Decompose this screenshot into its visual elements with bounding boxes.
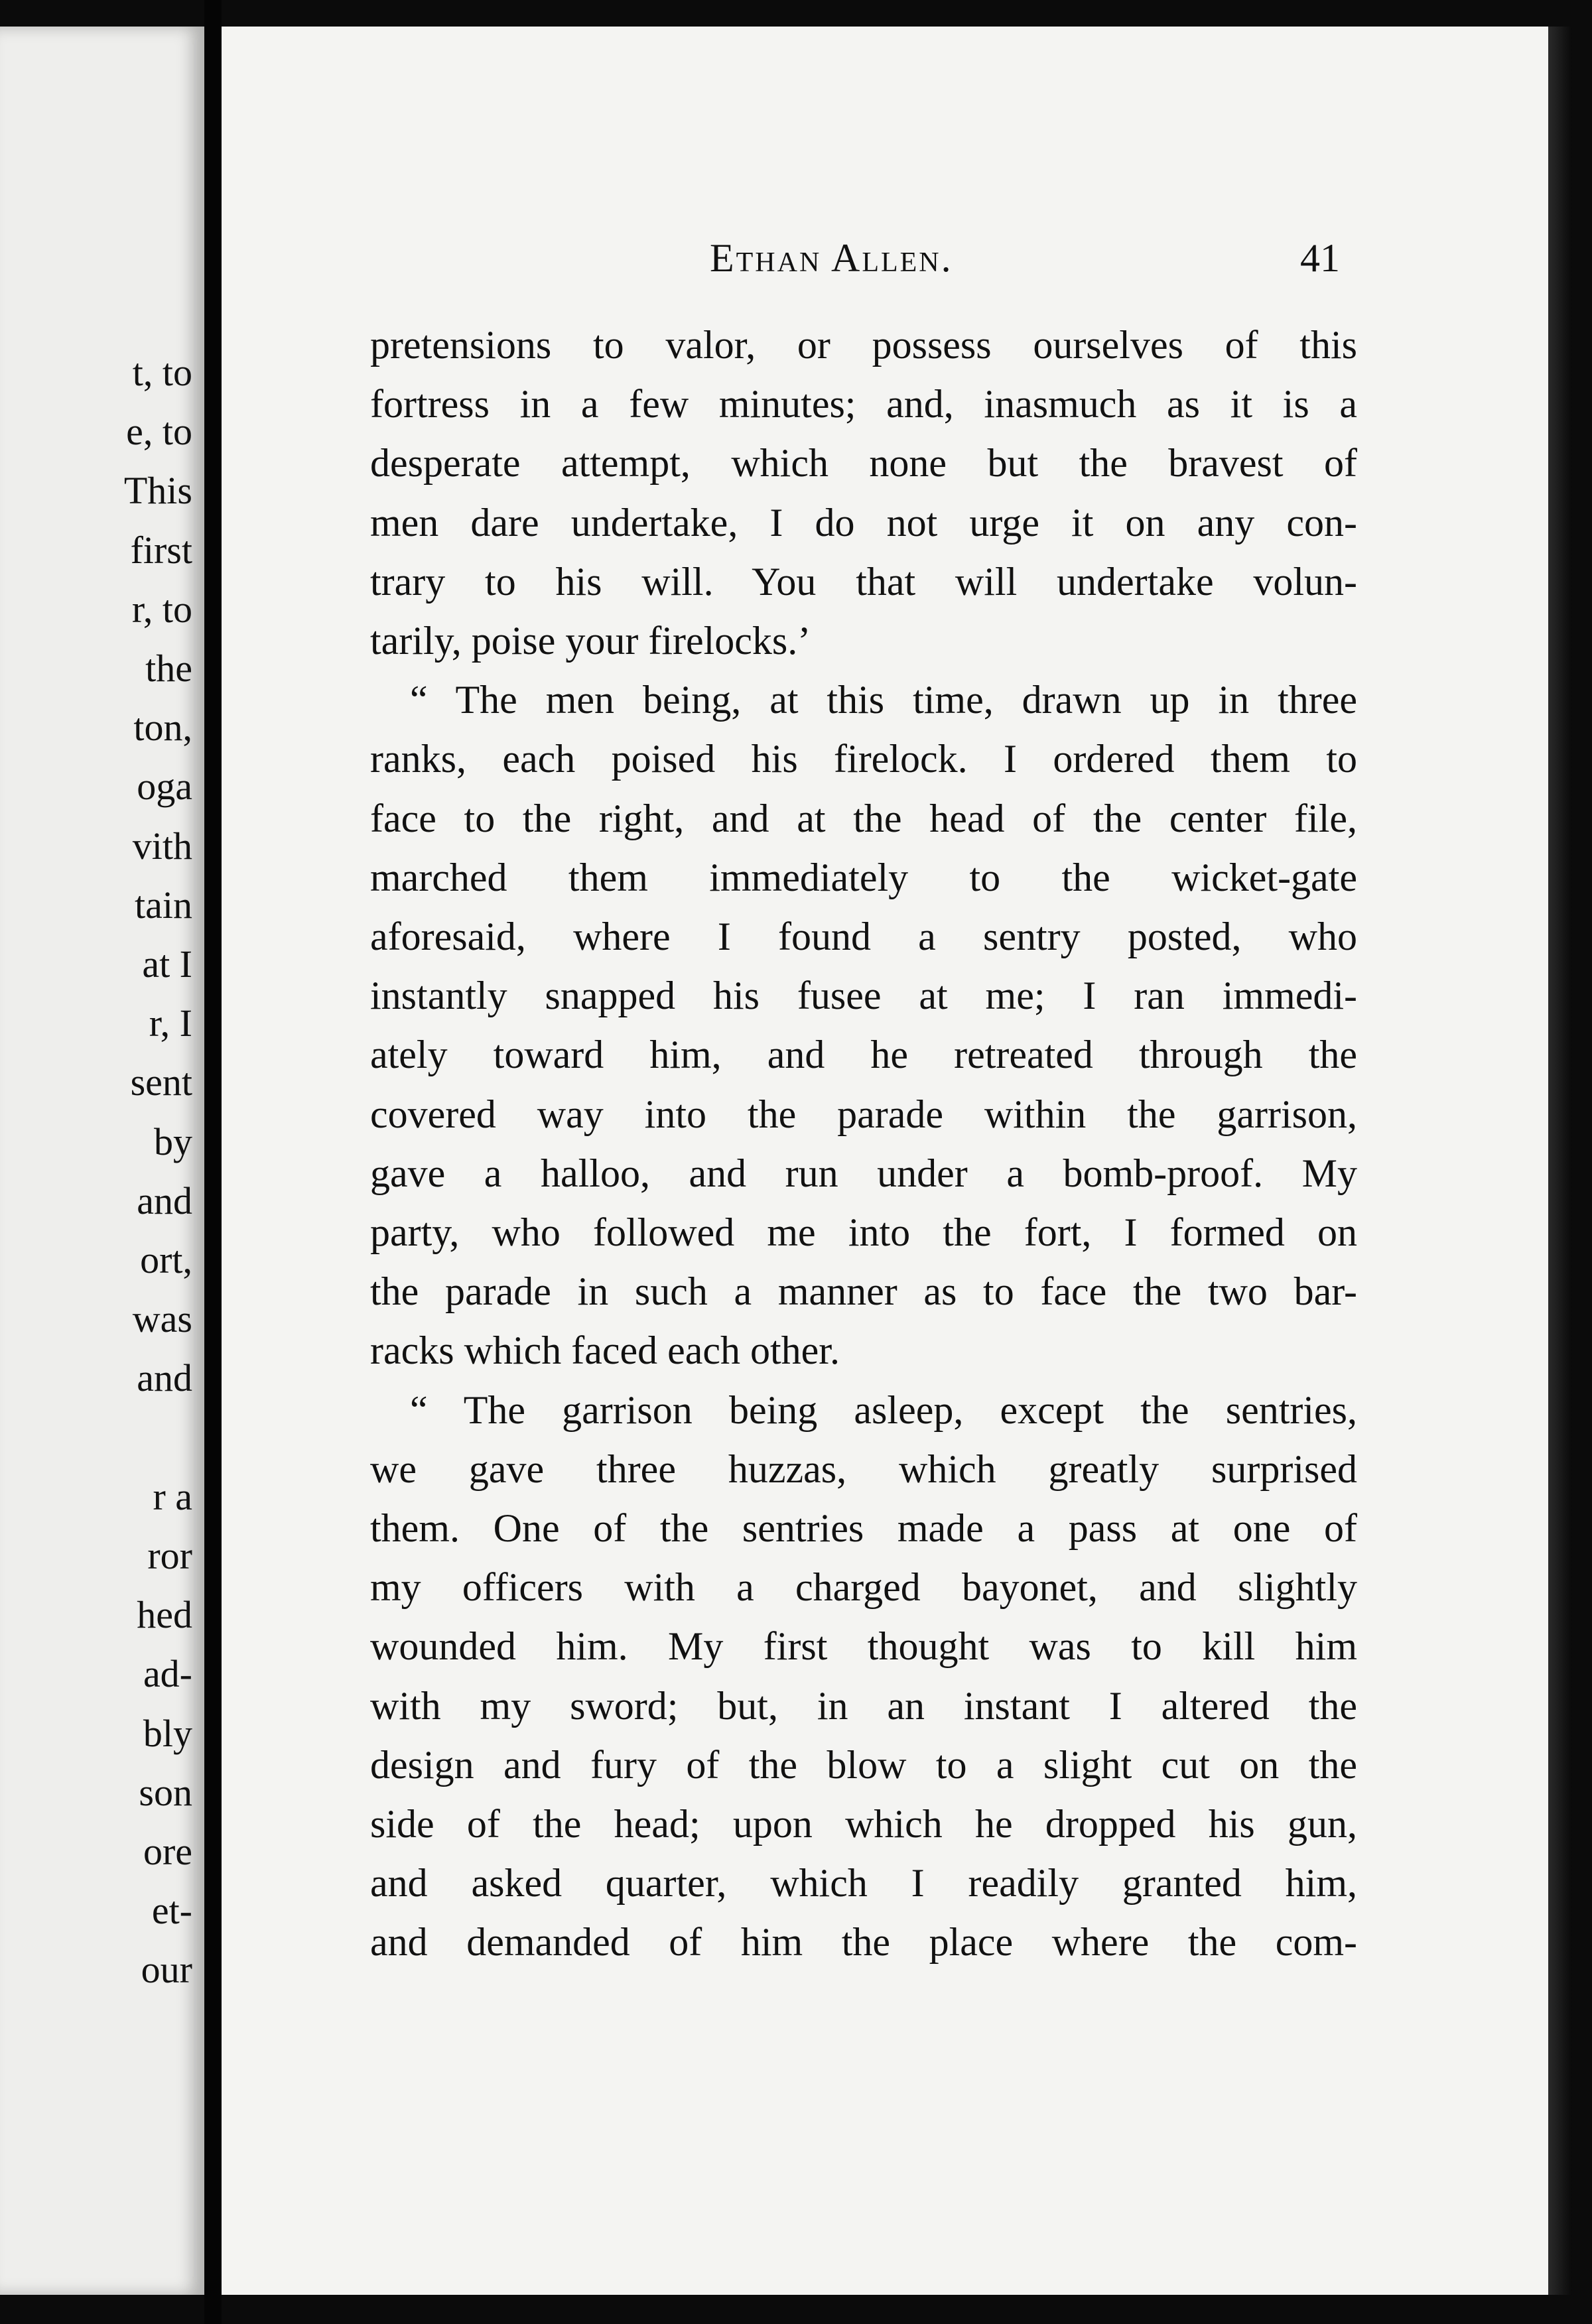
text-line: “ The garrison being asleep, except the sentries, (410, 1388, 1357, 1432)
facing-page-line: by (154, 1120, 192, 1163)
facing-page-line: son (139, 1770, 192, 1814)
text-line: aforesaid, where I found a sentry posted, who (370, 915, 1357, 958)
facing-page (0, 27, 204, 2295)
text-line: the parade in such a manner as to face the two bar- (370, 1269, 1357, 1314)
text-line: ately toward him, and he retreated through the (370, 1033, 1357, 1077)
facing-page-line: oga (137, 765, 192, 808)
text-line: with my sword; but, in an instant I altered the (370, 1683, 1357, 1728)
text-line: we gave three huzzas, which greatly surprised (370, 1447, 1357, 1491)
facing-page-line: e, to (126, 410, 192, 454)
facing-page-line: was (132, 1297, 192, 1341)
facing-page-line: our (141, 1948, 192, 1992)
facing-page-line: ore (143, 1830, 192, 1873)
text-line: men dare undertake, I do not urge it on any con- (370, 500, 1357, 545)
facing-page-line: vith (132, 824, 192, 868)
text-line: marched them immediately to the wicket-gate (370, 855, 1357, 899)
facing-page-line: bly (143, 1711, 192, 1755)
text-line: desperate attempt, which none but the bravest of (370, 441, 1357, 485)
text-line: side of the head; upon which he dropped his gun, (370, 1802, 1357, 1846)
facing-page-line: ort, (140, 1238, 192, 1281)
facing-page-line: tain (135, 883, 192, 927)
text-line: party, who followed me into the fort, I formed on (370, 1210, 1357, 1254)
page-number: 41 (1300, 236, 1340, 280)
facing-page-line: and (137, 1179, 192, 1222)
text-line: ranks, each poised his firelock. I ordered them to (370, 737, 1357, 781)
text-line: covered way into the parade within the garrison, (370, 1092, 1357, 1136)
text-line: design and fury of the blow to a slight cut on the (370, 1742, 1357, 1787)
book-gutter (204, 0, 222, 2324)
facing-page-line: t, to (132, 351, 192, 394)
facing-page-line: r, to (131, 587, 192, 631)
facing-page-line: ad- (143, 1652, 192, 1696)
text-line: and asked quarter, which I readily granted him, (370, 1861, 1357, 1905)
page-edge (1548, 27, 1572, 2295)
facing-page-line: ton, (133, 706, 192, 749)
facing-page-line: the (145, 647, 192, 690)
facing-page-line: and (137, 1356, 192, 1400)
text-line: pretensions to valor, or possess ourselves of this (370, 323, 1357, 367)
facing-page-line: first (130, 528, 192, 572)
text-line: tarily, poise your firelocks.’ (370, 619, 811, 663)
text-line: fortress in a few minutes; and, inasmuch as it is a (370, 382, 1357, 426)
text-line: my officers with a charged bayonet, and slightly (370, 1565, 1357, 1610)
text-line: them. One of the sentries made a pass at one of (370, 1506, 1357, 1550)
facing-page-line: hed (137, 1593, 192, 1637)
facing-page-line: This (123, 469, 192, 513)
text-line: gave a halloo, and run under a bomb-proof. My (370, 1151, 1357, 1195)
text-line: wounded him. My first thought was to kill him (370, 1624, 1357, 1669)
text-line: and demanded of him the place where the com- (370, 1920, 1357, 1965)
facing-page-line: r, I (149, 1001, 192, 1045)
text-line: racks which faced each other. (370, 1328, 840, 1373)
text-line: trary to his will. You that will undertake volun- (370, 559, 1357, 604)
facing-page-line: r a (153, 1474, 192, 1518)
text-line: instantly snapped his fusee at me; I ran immedi- (370, 974, 1357, 1018)
text-line: face to the right, and at the head of the center file, (370, 796, 1357, 840)
facing-page-line: sent (130, 1061, 192, 1104)
facing-page-line: et- (151, 1889, 192, 1933)
text-line: “ The men being, at this time, drawn up in three (410, 678, 1357, 722)
facing-page-line: ror (147, 1534, 192, 1577)
facing-page-line: at I (142, 942, 192, 986)
running-head: Ethan Allen. (710, 236, 953, 280)
